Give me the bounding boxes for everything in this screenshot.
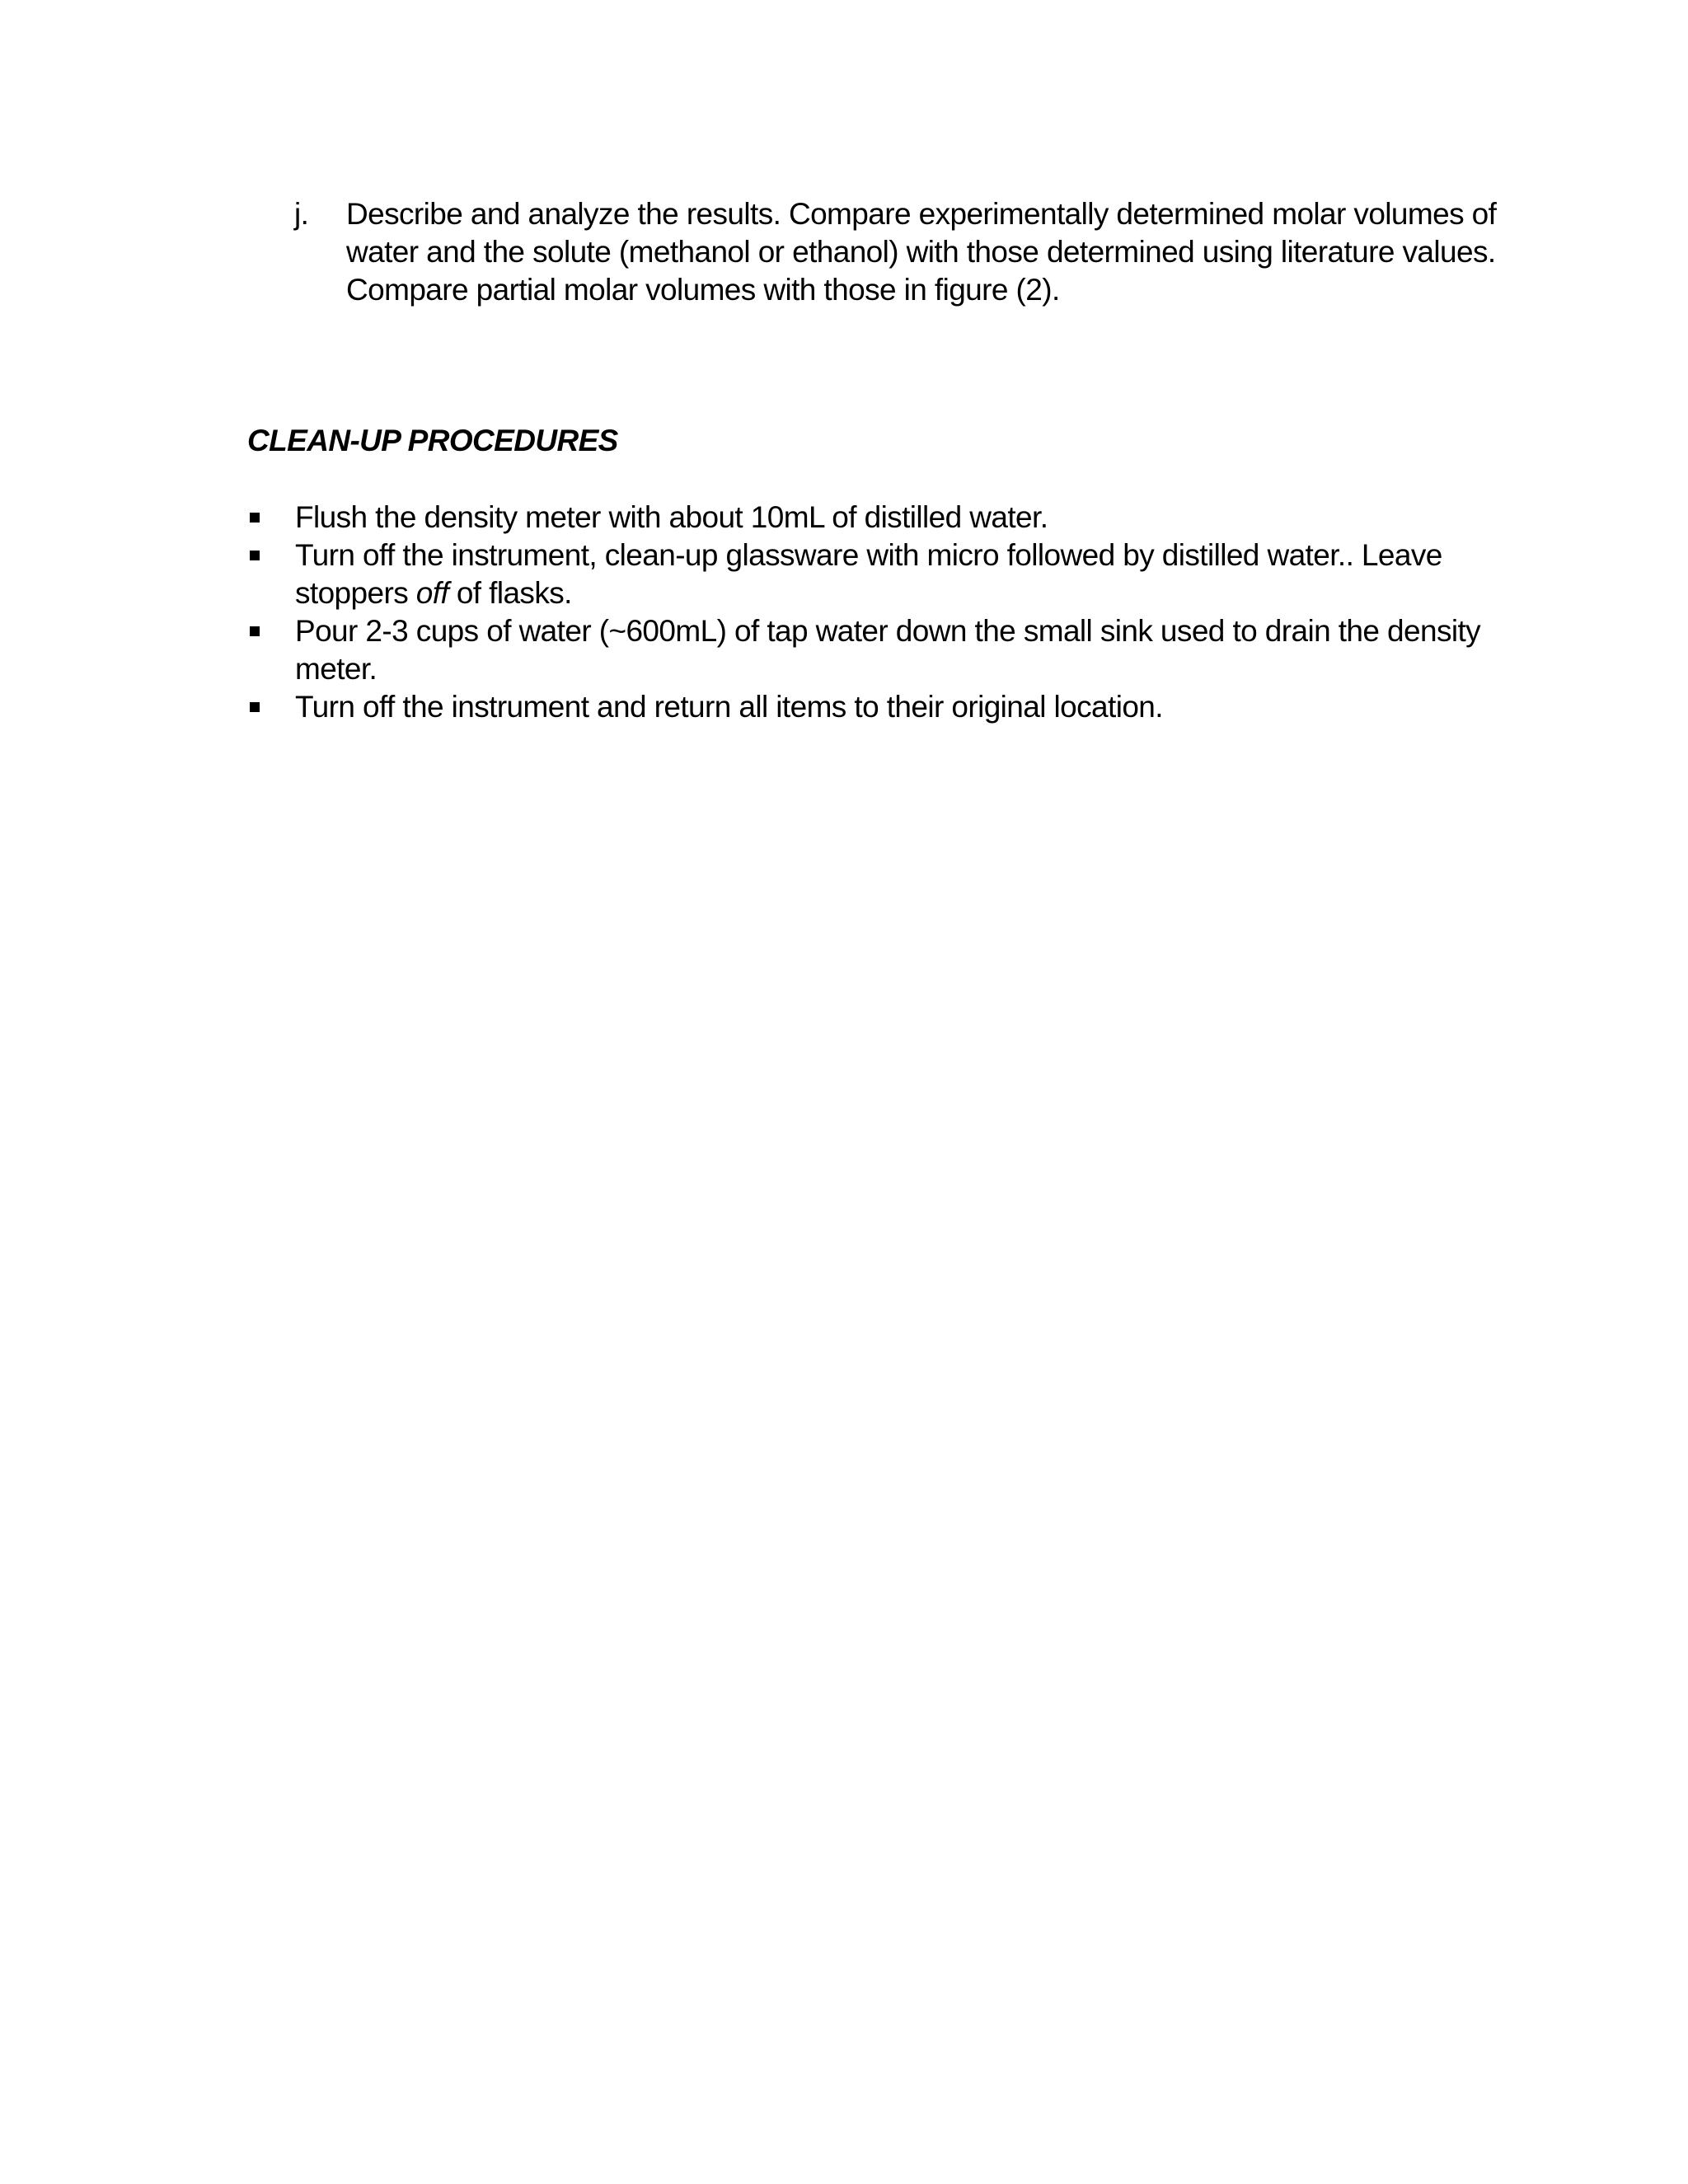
bullet-item-pour-water-line-2: meter.	[295, 652, 377, 686]
bullet-item-flush-line-1: Flush the density meter with about 10mL of distilled water.	[295, 500, 1048, 534]
bullet-square-icon	[250, 702, 260, 712]
stoppers-text: stoppers	[295, 576, 416, 610]
list-marker-j: j.	[294, 197, 309, 231]
list-item-j-text	[346, 195, 1497, 309]
bullet-item-pour-water-line-1: Pour 2-3 cups of water (~600mL) of tap water down the small sink used to drain the density	[295, 614, 1481, 648]
bullet-square-icon	[250, 513, 260, 523]
list-item-j-line-3: Compare partial molar volumes with those in figure (2).	[346, 273, 1060, 307]
bullet-item-return-items-line-1: Turn off the instrument and return all items to their original location.	[295, 690, 1163, 724]
section-heading-cleanup: CLEAN-UP PROCEDURES	[247, 424, 618, 457]
list-item-j-line-1: Describe and analyze the results. Compare experimentally determined molar volumes of	[346, 197, 1497, 231]
list-item-j-line-2: water and the solute (methanol or ethanol) with those determined using literature values.	[346, 235, 1496, 269]
of-flasks-text: of flasks.	[448, 576, 572, 610]
bullet-item-flush	[247, 499, 1451, 537]
off-emphasis: off	[415, 576, 449, 610]
cleanup-bullet-list	[247, 499, 1481, 726]
bullet-item-turn-off-cleanup	[247, 537, 1451, 612]
bullet-square-icon	[250, 626, 260, 636]
bullet-item-turn-off-cleanup-line-2	[295, 574, 1451, 612]
bullet-item-turn-off-cleanup-line-1: Turn off the instrument, clean-up glassware with micro followed by distilled water.. Leave	[295, 538, 1442, 572]
bullet-item-pour-water	[247, 612, 1481, 688]
bullet-square-icon	[250, 551, 260, 560]
bullet-item-return-items	[247, 688, 1451, 726]
